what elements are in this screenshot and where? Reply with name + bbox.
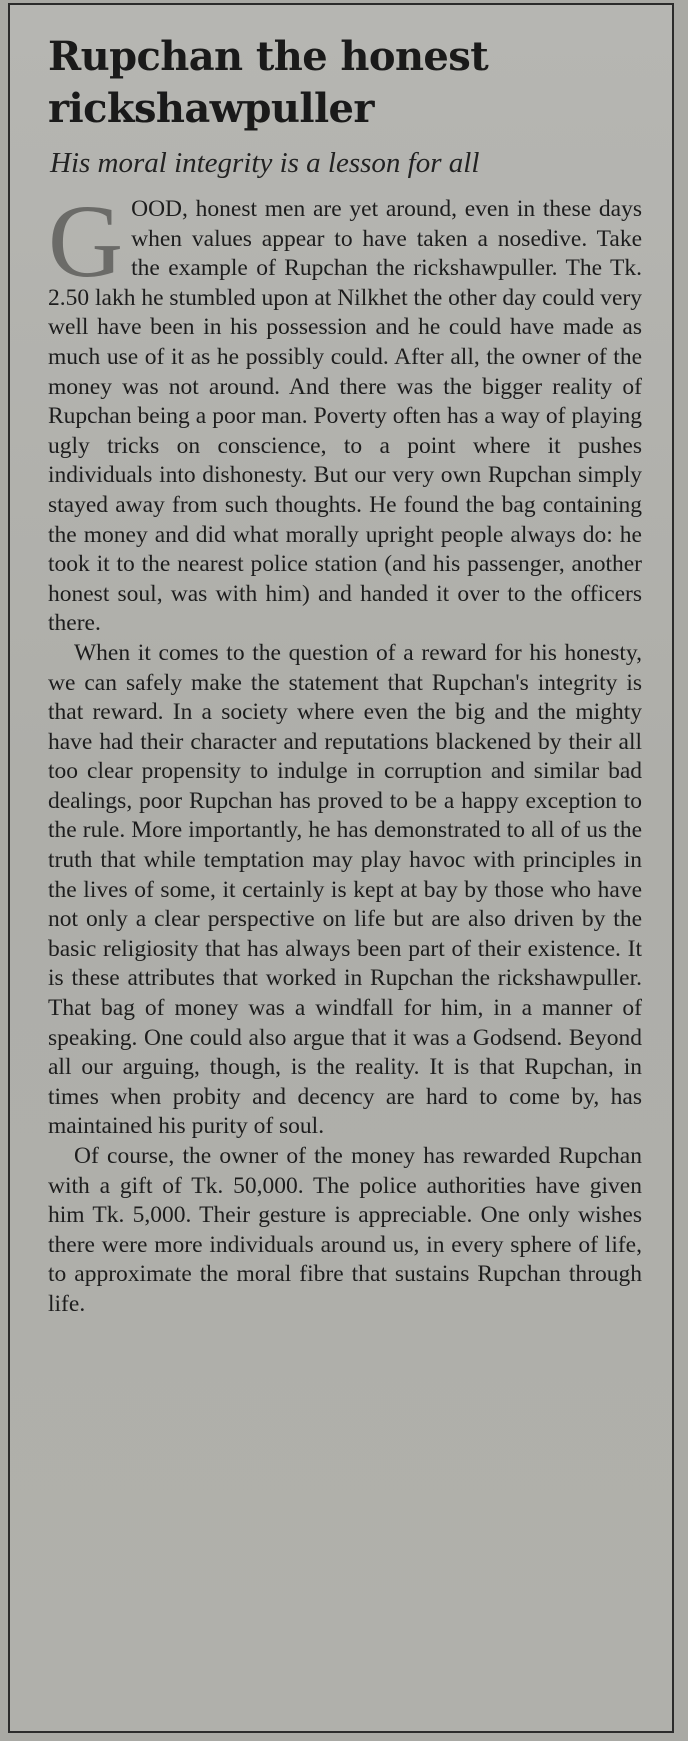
paragraph-1 [48,184,642,639]
paragraph-3: Of course, the owner of the money has rewarded Rupchan with a gift of Tk. 50,000. The police authorities have given him Tk. 5,000. Their gesture is appreciable. One only wishes there were more individuals around us, in every sphere of life, to approximate the moral fibre that sustains Rupchan through life. [48,1143,642,1317]
newspaper-clipping [8,3,674,1733]
subheadline: His moral integrity is a lesson for all [50,147,480,179]
article-body [48,184,642,1320]
paragraph-1-text: OOD, honest men are yet around, even in these days when values appear to have taken a nosedive. Take the example of Rupchan the rickshawpuller. The Tk. 2.50 lakh he stumbled upon at Nilkhet the other day could very well have been in his possession and he could have made as much use of it as he possibly could. After all, the owner of the money was not around. And there was the bigger reality of Rupchan being a poor man. Poverty often has a way of playing ugly tricks on conscience, to a point where it pushes individuals into dishonesty. But our very own Rupchan simply stayed away from such thoughts. He found the bag containing the money and did what morally upright people always do: he took it to the nearest police station (and his passenger, another honest soul, was with him) and handed it over to the officers there. [48,196,642,637]
paragraph-2: When it comes to the question of a reward for his honesty, we can safely make the statement that Rupchan's integrity is that reward. In a society where even the big and the mighty have had their character and reputations blackened by their all too clear propensity to indulge in corruption and similar bad dealings, poor Rupchan has proved to be a happy exception to the rule. More importantly, he has demonstrated to all of us the truth that while temptation may play havoc with principles in the lives of some, it certainly is kept at bay by those who have not only a clear perspective on life but are also driven by the basic religiosity that has always been part of their existence. It is these attributes that worked in Rupchan the rickshawpuller. That bag of money was a windfall for him, in a manner of speaking. One could also argue that it was a Godsend. Beyond all our arguing, though, is the reality. It is that Rupchan, in times when probity and decency are hard to come by, has maintained his purity of soul. [48,639,642,1140]
headline: Rupchan the honest rickshawpuller [48,33,489,132]
drop-cap: G [48,184,124,299]
